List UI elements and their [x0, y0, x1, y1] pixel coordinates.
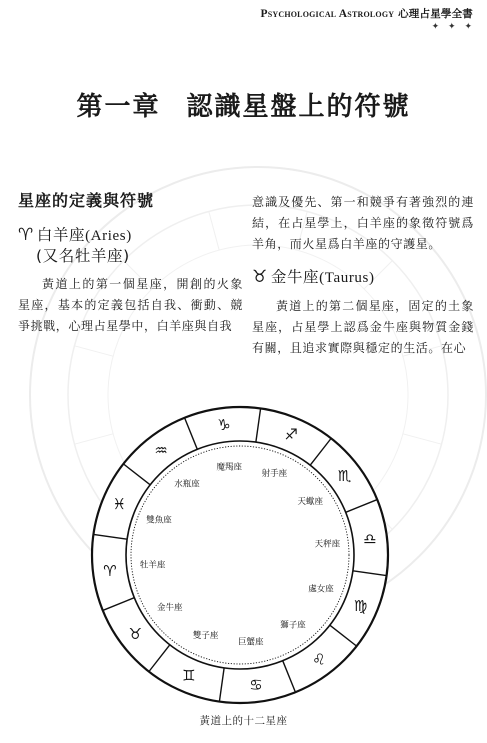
taurus-name: 金牛座: [270, 268, 320, 286]
zodiac-label: 處女座: [308, 584, 334, 595]
zodiac-glyph-icon: ♋: [249, 676, 263, 695]
zodiac-glyph-icon: ♓: [112, 494, 127, 513]
taurus-icon: ♉: [252, 267, 268, 287]
zodiac-label: 雙子座: [192, 631, 219, 642]
zodiac-glyph-icon: ♌: [312, 650, 326, 669]
aries-latin: (Aries): [85, 228, 132, 244]
zodiac-glyph-icon: ♉: [128, 624, 143, 643]
taurus-heading: [252, 267, 474, 288]
zodiac-glyph-icon: ♈: [103, 561, 117, 580]
zodiac-label: 獅子座: [280, 620, 306, 631]
section-title: 星座的定義與符號: [18, 191, 155, 210]
taurus-paragraph: 黃道上的第二個星座，固定的土象星座，占星學上認爲金牛座與物質金錢有關，且追求實際與穩定的生活。在心: [252, 299, 474, 355]
running-header: [260, 6, 473, 21]
header-chinese: 心理占星學全書: [398, 8, 473, 20]
zodiac-glyph-icon: ♑: [217, 415, 231, 434]
aries-paragraph-continued: 意識及優先、第一和競爭有著強烈的連結，在占星學上，白羊座的象徵符號爲羊角，而火星爲白羊座的守護星。: [252, 195, 474, 251]
header-latin: Psychological Astrology: [260, 8, 395, 20]
taurus-latin: (Taurus): [319, 270, 375, 286]
zodiac-glyph-icon: ♏: [337, 467, 352, 486]
watermark-spoke: [74, 346, 113, 356]
zodiac-label: 牡羊座: [139, 560, 166, 571]
watermark-spoke: [403, 434, 442, 444]
zodiac-wheel: [90, 405, 390, 705]
zodiac-label: 金牛座: [156, 602, 183, 613]
aries-paragraph: 黃道上的第一個星座，開創的火象星座，基本的定義包括自我、衝動、競爭挑戰，心理占星學中，白羊座與自我: [18, 277, 243, 333]
chapter-name: 認識星盤上的符號: [186, 92, 411, 122]
zodiac-label: 射手座: [261, 468, 288, 479]
zodiac-label: 水瓶座: [174, 479, 200, 490]
header-stars-icon: ✦ ✦ ✦: [431, 22, 475, 32]
chapter-title: [0, 86, 487, 123]
zodiac-label: 巨蟹座: [237, 637, 264, 648]
wheel-outer-ring: [92, 407, 388, 703]
zodiac-label: 天蠍座: [297, 497, 324, 508]
figure-caption: 黃道上的十二星座: [199, 715, 288, 727]
aries-name: 白羊座: [36, 226, 86, 244]
zodiac-label: 天秤座: [314, 539, 341, 550]
zodiac-label: 雙魚座: [146, 515, 172, 526]
zodiac-glyph-icon: ♍: [353, 597, 368, 616]
aries-alias: (又名牡羊座): [36, 247, 130, 265]
aries-icon: ♈: [18, 225, 34, 245]
right-column: [252, 192, 474, 359]
zodiac-glyph-icon: ♒: [154, 441, 168, 460]
zodiac-label: 魔羯座: [216, 462, 243, 473]
zodiac-glyph-icon: ♊: [182, 666, 196, 685]
zodiac-glyph-icon: ♐: [284, 425, 298, 444]
left-column: [18, 190, 243, 337]
aries-heading: [18, 225, 243, 266]
chapter-number: 第一章: [76, 92, 161, 122]
zodiac-glyph-icon: ♎: [363, 530, 377, 549]
